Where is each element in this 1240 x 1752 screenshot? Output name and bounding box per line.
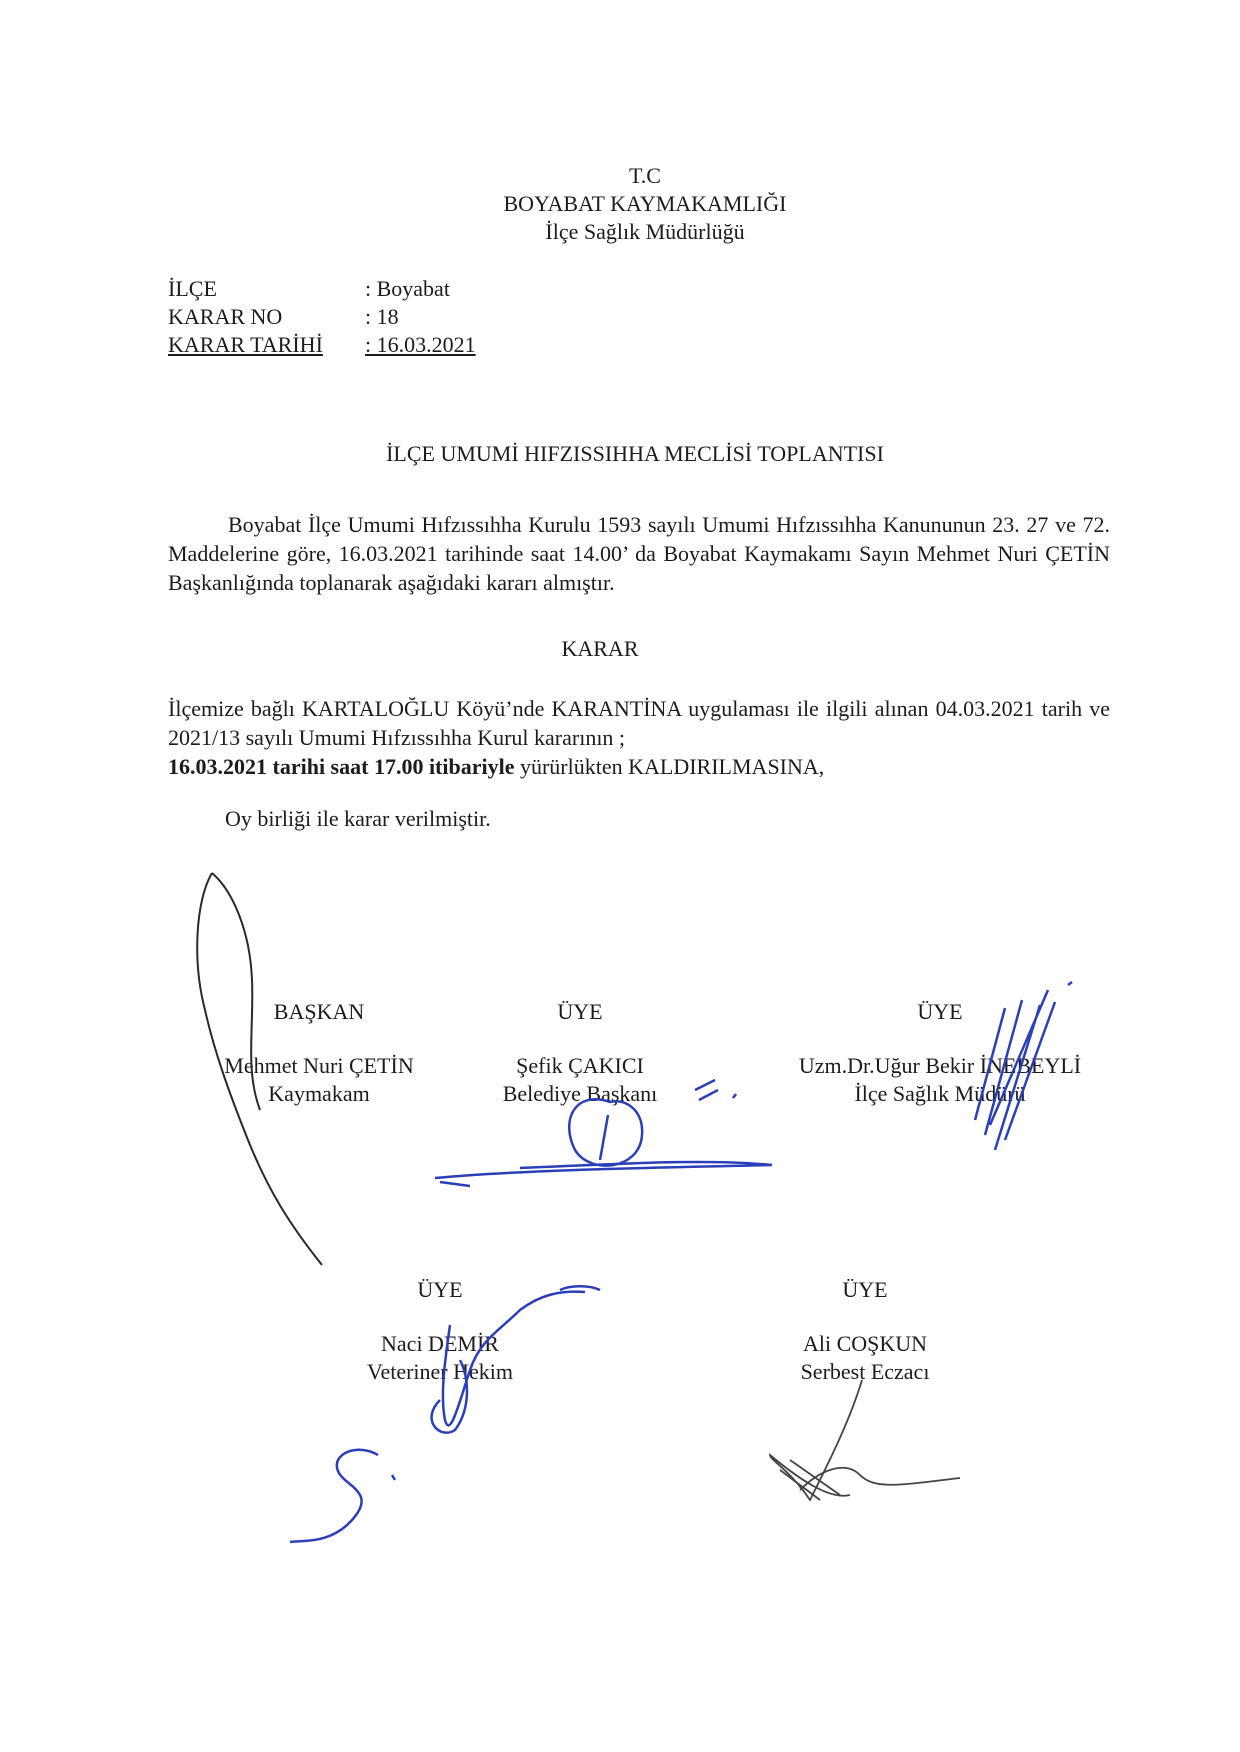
signatory-title: Serbest Eczacı (800, 1359, 930, 1384)
signatory-uye-eczaci (740, 1276, 990, 1386)
decision-text: İlçemize bağlı KARTALOĞLU Köyü’nde KARANTİNA uygulaması ile ilgili alınan 04.03.2021 tarih ve 2021/13 sayılı Umumi Hıfzıssıhha Kurul kararının ; (168, 696, 1110, 750)
karar-tarihi-value: : 16.03.2021 (365, 332, 476, 357)
signatory-name: Ali COŞKUN (802, 1331, 928, 1356)
header-kaymakamlik: BOYABAT KAYMAKAMLIĞI (503, 191, 787, 216)
karar-no-label: KARAR NO (168, 304, 283, 329)
intro-text: Boyabat İlçe Umumi Hıfzıssıhha Kurulu 1593 sayılı Umumi Hıfzıssıhha Kanununun 23. 27 ve 72. Maddelerine göre, 16.03.2021 tarihinde saat 14.00’ da Boyabat Kaymakamı Sayın Mehmet Nuri ÇETİN Başkanlığında toplanarak aşağıdaki kararı almıştır. (168, 512, 1110, 595)
signatory-name: Naci DEMİR (381, 1331, 499, 1356)
signatory-role: ÜYE (842, 1277, 888, 1302)
header-tc: T.C (629, 163, 661, 188)
signatory-name: Mehmet Nuri ÇETİN (224, 1053, 414, 1078)
ilce-label: İLÇE (168, 276, 217, 301)
decision-rest: yürürlükten KALDIRILMASINA, (514, 754, 825, 779)
signatory-title: Kaymakam (268, 1081, 370, 1106)
karar-heading: KARAR (561, 636, 639, 661)
signatory-role: ÜYE (417, 1277, 463, 1302)
karar-no-value: : 18 (365, 304, 399, 329)
signatory-role: BAŞKAN (273, 999, 365, 1024)
intro-paragraph (168, 510, 1110, 597)
signatory-role: ÜYE (557, 999, 603, 1024)
signatory-uye-belediye (440, 998, 720, 1108)
signatory-title: İlçe Sağlık Müdürü (854, 1081, 1026, 1106)
signatory-title: Belediye Başkanı (502, 1081, 658, 1106)
signatory-role: ÜYE (917, 999, 963, 1024)
header-mudurluk: İlçe Sağlık Müdürlüğü (545, 219, 745, 244)
karar-tarihi-label: KARAR TARİHİ (168, 332, 323, 357)
decision-bold: 16.03.2021 tarihi saat 17.00 itibariyle (168, 754, 515, 779)
signatory-name: Şefik ÇAKICI (516, 1053, 644, 1078)
signatory-uye-veteriner (310, 1276, 570, 1386)
signatory-baskan (164, 998, 474, 1108)
signatory-uye-saglik (770, 998, 1110, 1108)
signatory-name: Uzm.Dr.Uğur Bekir İNEBEYLİ (798, 1053, 1082, 1078)
document-title: İLÇE UMUMİ HIFZISSIHHA MECLİSİ TOPLANTISI (386, 441, 884, 466)
closing-line: Oy birliği ile karar verilmiştir. (225, 806, 491, 831)
signatory-title: Veteriner Hekim (367, 1359, 513, 1384)
decision-paragraph (168, 694, 1110, 781)
ilce-value: : Boyabat (365, 276, 450, 301)
signature-eczaci (770, 1380, 960, 1500)
